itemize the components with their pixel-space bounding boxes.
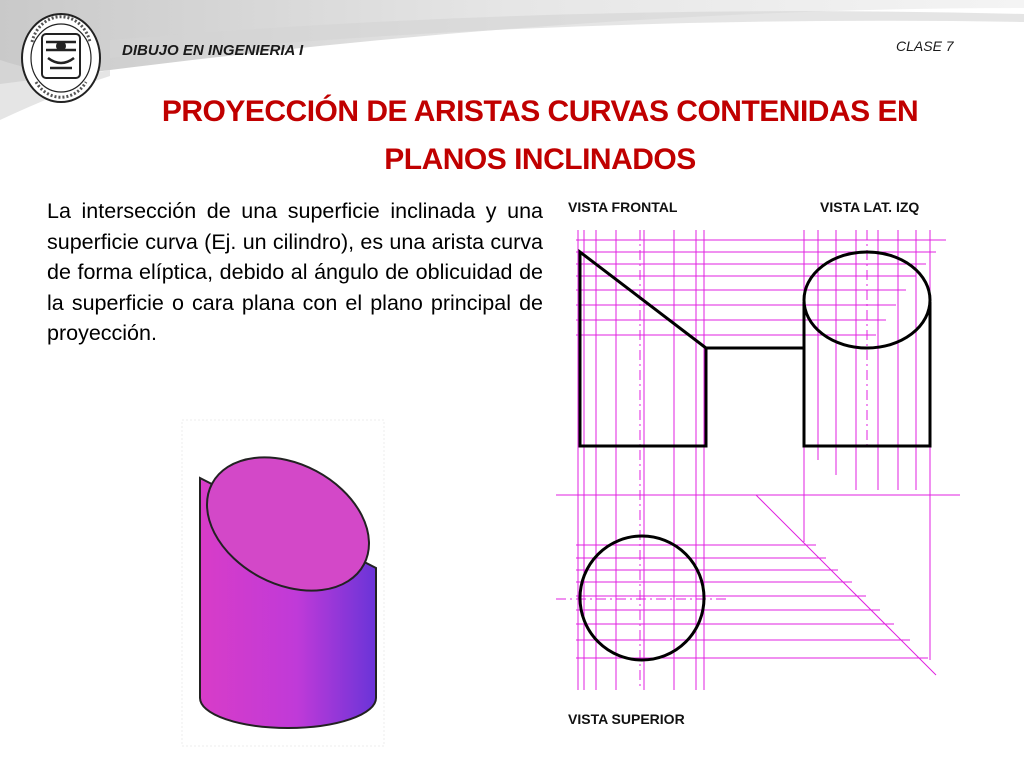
title-line-1: PROYECCIÓN DE ARISTAS CURVAS CONTENIDAS EN: [161, 95, 919, 128]
top-view-label: VISTA SUPERIOR: [568, 711, 685, 727]
front-view-outline: [580, 252, 706, 446]
top-view-circle: [580, 536, 704, 660]
title-line-2: PLANOS INCLINADOS: [384, 143, 696, 176]
course-title: DIBUJO EN INGENIERIA I: [122, 42, 304, 59]
class-number: CLASE 7: [896, 38, 954, 54]
center-lines: [556, 230, 867, 690]
front-view-label: VISTA FRONTAL: [568, 199, 678, 215]
projection-lines: [556, 230, 960, 690]
slide-title: [60, 88, 1020, 184]
side-view-label: VISTA LAT. IZQ: [820, 199, 920, 215]
orthographic-views: [556, 190, 960, 736]
body-paragraph: La intersección de una superficie inclinada y una superficie curva (Ej. un cilindro), es una arista curva de forma elíptica, debido al ángulo de oblicuidad de la superficie o cara plana con el plano principal de proyección.: [47, 199, 543, 345]
cylinder-illustration: [180, 418, 386, 748]
